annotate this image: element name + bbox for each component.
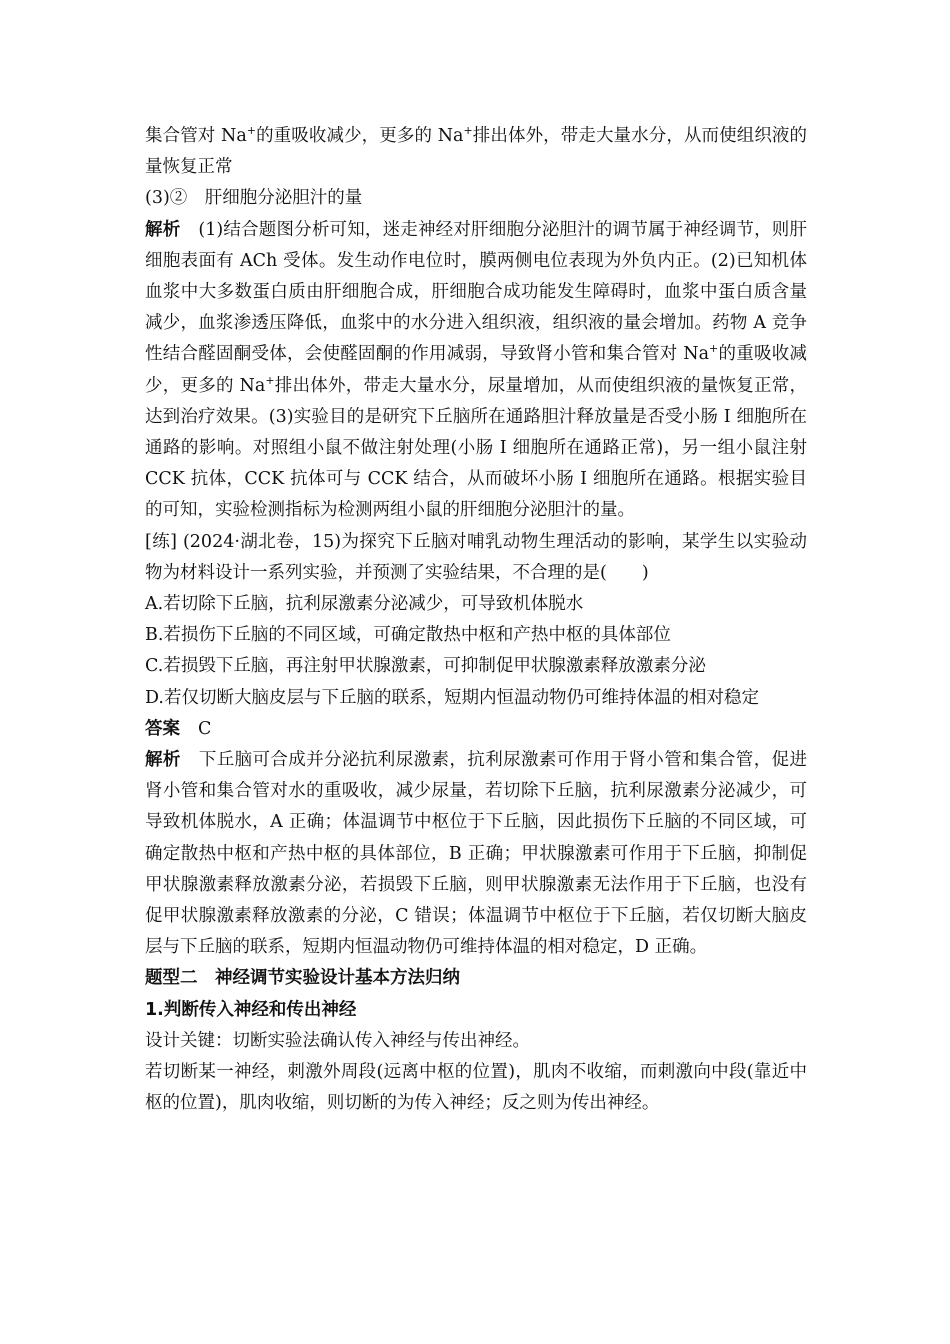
superscript: +: [463, 124, 473, 138]
option-d: D.若仅切断大脑皮层与下丘脑的联系，短期内恒温动物仍可维持体温的相对稳定: [145, 687, 759, 708]
text-run: 的重吸收减少，更多的 Na: [145, 344, 807, 396]
answer-continuation: [145, 121, 807, 183]
document-page: [145, 121, 807, 1120]
analysis-paragraph-2: [145, 745, 807, 963]
analysis-label: 解析: [145, 219, 181, 240]
answer-label: 答案: [145, 718, 180, 739]
section-heading: 题型二 神经调节实验设计基本方法归纳: [145, 968, 460, 989]
answer-value: C: [198, 718, 212, 739]
superscript: +: [709, 342, 719, 356]
practice-question: [练] (2024·湖北卷，15)为探究下丘脑对哺乳动物生理活动的影响，某学生以实验动物为材料设计一系列实验，并预测了实验结果，不合理的是( ): [145, 531, 807, 583]
text-run: 下丘脑可合成并分泌抗利尿激素，抗利尿激素可作用于肾小管和集合管，促进肾小管和集合管对水的重吸收，减少尿量，若切除下丘脑，抗利尿激素分泌减少，可导致机体脱水，A 正确；体温调节中枢位于下丘脑，因此损伤下丘脑的不同区域，可确定散热中枢和产热中枢的具体部位，B 正确；甲状腺激素可作用于下丘脑，抑制促甲状腺激素释放激素分泌，若损毁下丘脑，则甲状腺激素无法作用于下丘脑，也没有促甲状腺激素释放激素的分泌，C 错误；体温调节中枢位于下丘脑，若仅切断大脑皮层与下丘脑的联系，短期内恒温动物仍可维持体温的相对稳定，D 正确。: [145, 750, 808, 958]
superscript: +: [246, 124, 257, 138]
text-run: 排出体外，带走大量水分，尿量增加，从而使组织液的量恢复正常，达到治疗效果。(3)实验目的是研究下丘脑所在通路胆汁释放量是否受小肠 I 细胞所在通路的影响。对照组小鼠不做注射处理(小肠 I 细胞所在通路正常)，另一组小鼠注射 CCK 抗体，CCK 抗体可与 CCK 结合，从而破坏小肠 I 细胞所在通路。根据实验目的可知，实验检测指标为检测两组小鼠的肝细胞分泌胆汁的量。: [145, 375, 808, 521]
subsection-heading: 1.判断传入神经和传出神经: [145, 999, 357, 1020]
text-run: 排出体外，带走大量水分，从而使组织液的量恢复正常: [145, 126, 808, 178]
answer-part-3: (3)② 肝细胞分泌胆汁的量: [145, 188, 363, 209]
text-run: 集合管对 Na: [145, 126, 247, 146]
option-c: C.若损毁下丘脑，再注射甲状腺激素，可抑制促甲状腺激素释放激素分泌: [145, 656, 706, 677]
superscript: +: [265, 373, 275, 387]
design-key-paragraph: 设计关键：切断实验法确认传入神经与传出神经。: [145, 1030, 530, 1051]
method-paragraph: 若切断某一神经，刺激外周段(远离中枢的位置)，肌肉不收缩，而刺激向中段(靠近中枢的位置)，肌肉收缩，则切断的为传入神经；反之则为传出神经。: [145, 1062, 807, 1114]
analysis-paragraph-1: [145, 215, 807, 527]
text-run: 的重吸收减少，更多的 Na: [256, 126, 464, 146]
option-b: B.若损伤下丘脑的不同区域，可确定散热中枢和产热中枢的具体部位: [145, 625, 671, 646]
answer-line: [145, 714, 807, 745]
option-a: A.若切除下丘脑，抗利尿激素分泌减少，可导致机体脱水: [145, 594, 584, 615]
text-run: (1)结合题图分析可知，迷走神经对肝细胞分泌胆汁的调节属于神经调节，则肝细胞表面有 ACh 受体。发生动作电位时，膜两侧电位表现为外负内正。(2)已知机体血浆中大多数蛋白质由肝细胞合成，肝细胞合成功能发生障碍时，血浆中蛋白质含量减少，血浆渗透压降低，血浆中的水分进入组织液，组织液的量会增加。药物 A 竞争性结合醛固酮受体，会使醛固酮的作用减弱，导致肾小管和集合管对 Na: [145, 219, 807, 365]
analysis-label: 解析: [145, 750, 181, 771]
